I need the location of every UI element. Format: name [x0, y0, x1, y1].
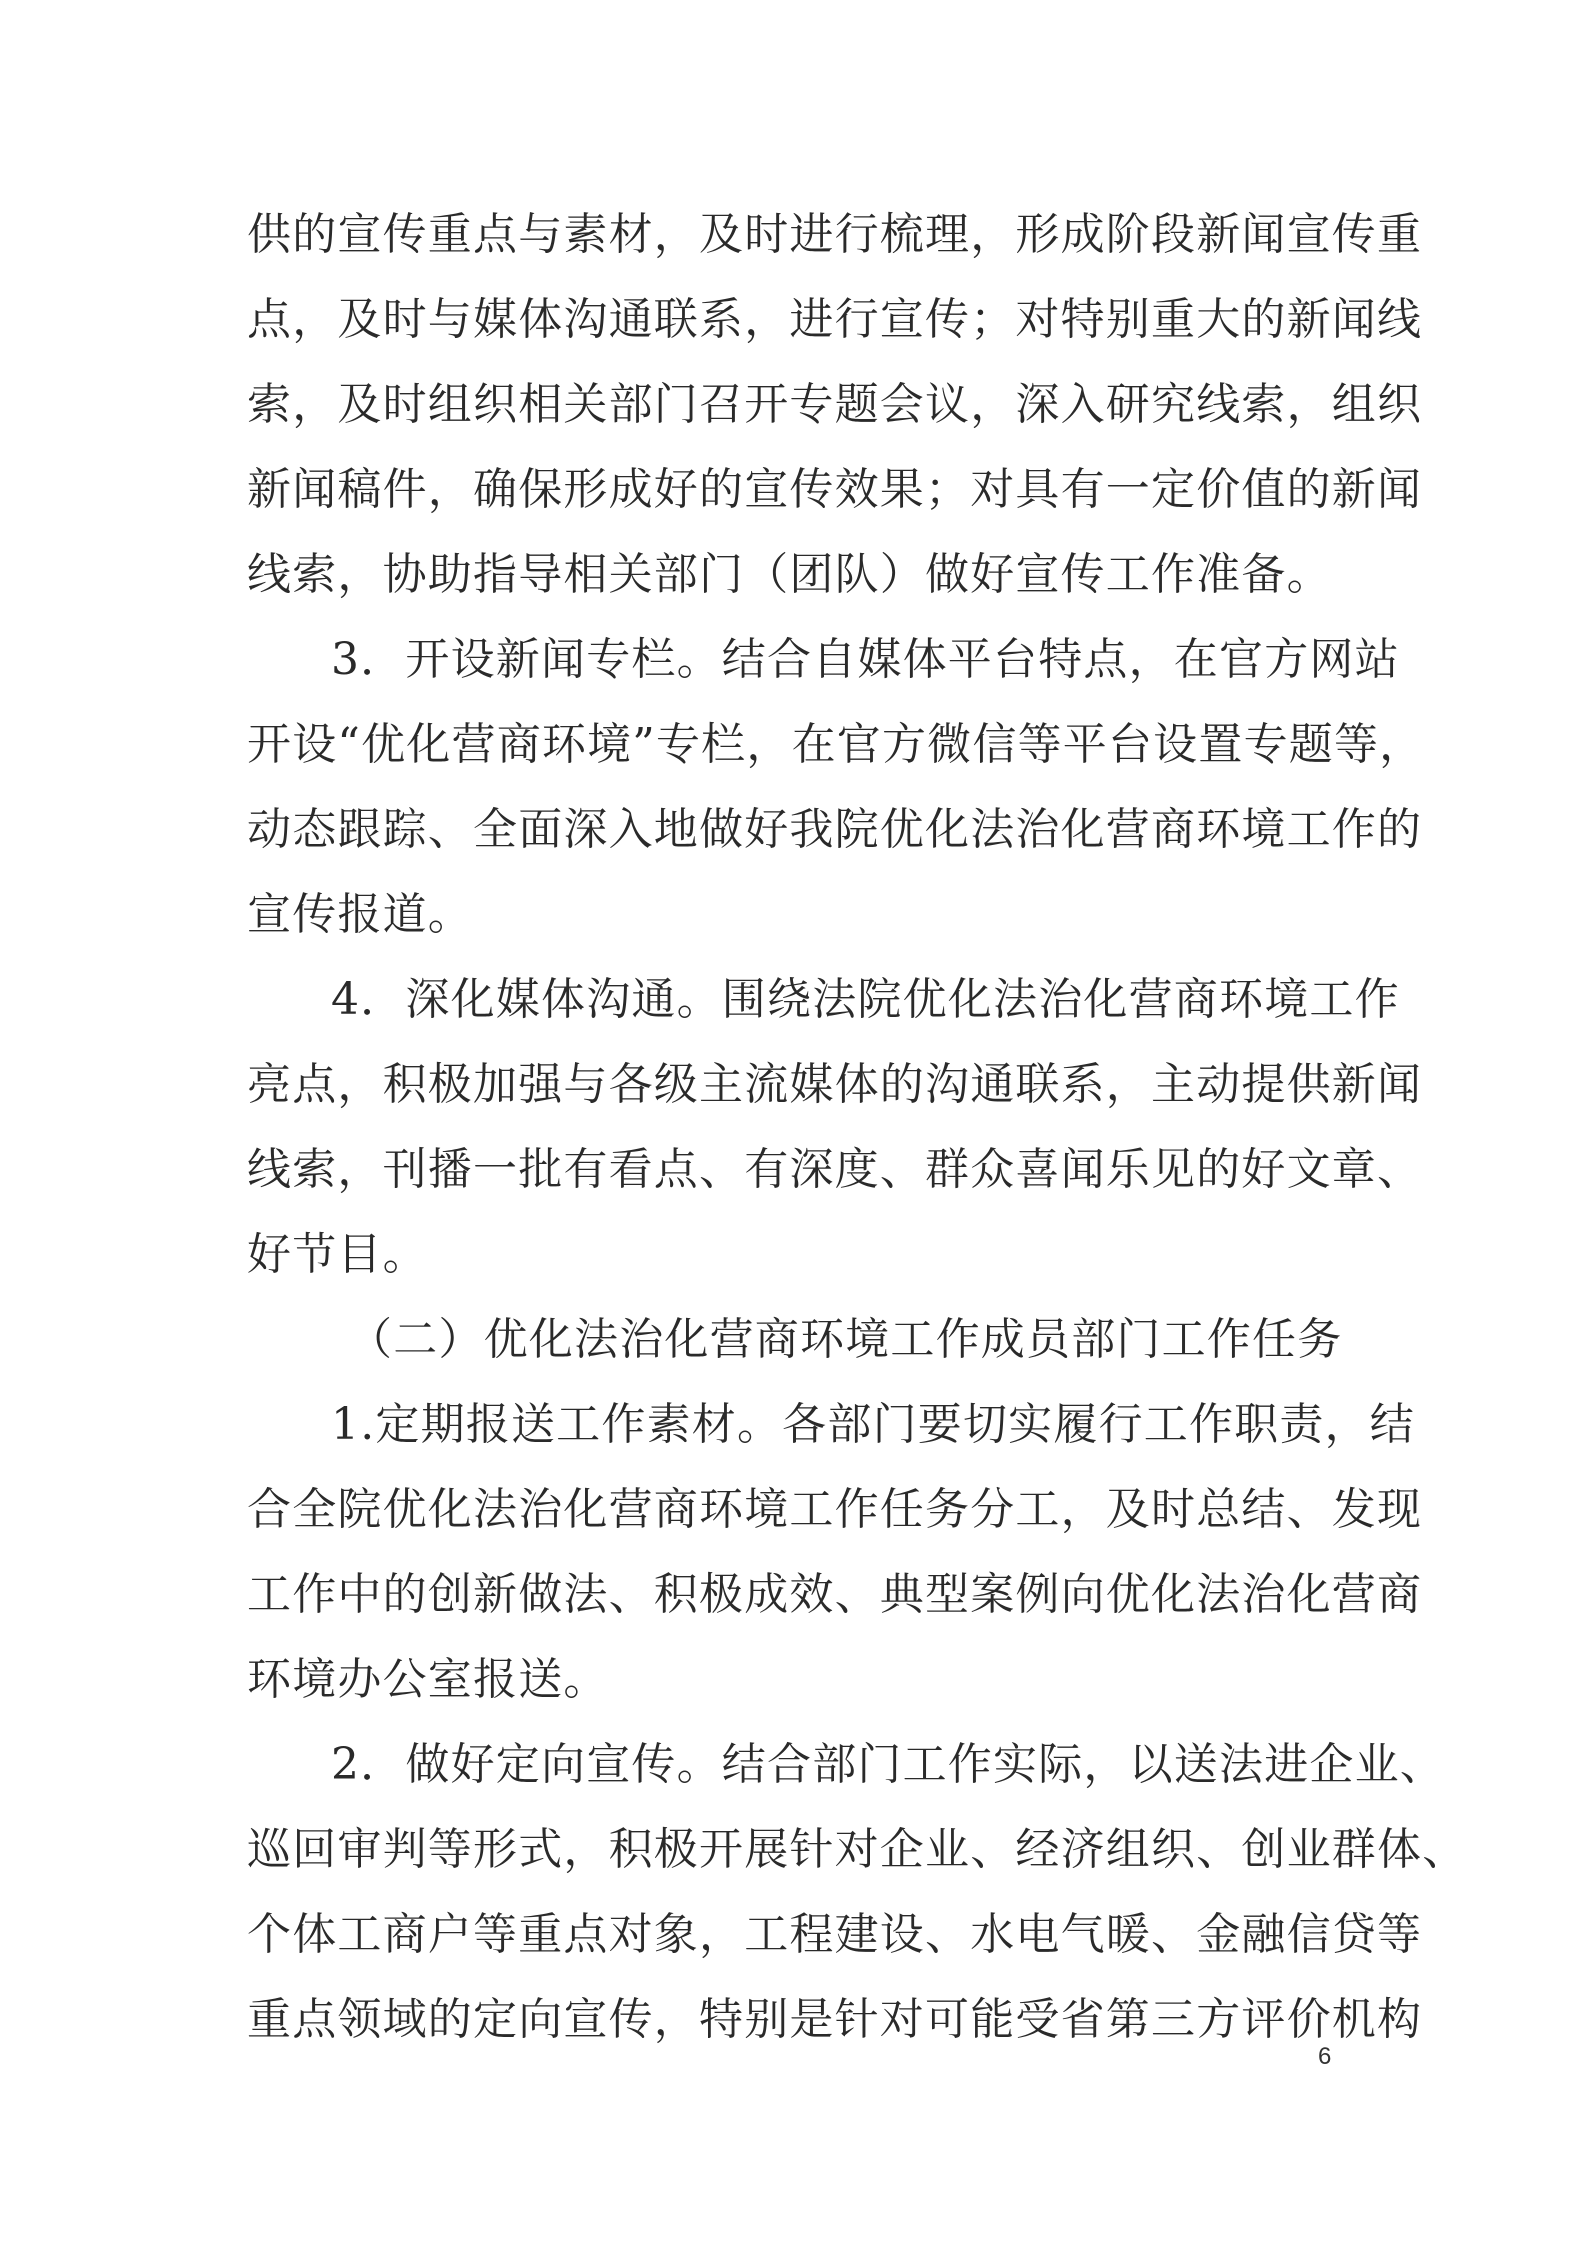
section-heading: （二）优化法治化营商环境工作成员部门工作任务 [348, 1314, 1343, 1365]
text-line: 环境办公室报送。 [247, 1654, 609, 1705]
text-line: 宣传报道。 [247, 889, 473, 940]
text-line: 工作中的创新做法、积极成效、典型案例向优化法治化营商 [247, 1569, 1423, 1620]
page-number: 6 [1318, 2043, 1332, 2070]
text-line: 巡回审判等形式，积极开展针对企业、经济组织、创业群体、 [247, 1824, 1468, 1875]
text-line: 1.定期报送工作素材。各部门要切实履行工作职责，结 [331, 1399, 1415, 1450]
text-line: 2．做好定向宣传。结合部门工作实际，以送法进企业、 [331, 1739, 1445, 1790]
text-line: 3．开设新闻专栏。结合自媒体平台特点，在官方网站 [331, 634, 1400, 685]
text-line: 索，及时组织相关部门召开专题会议，深入研究线索，组织 [247, 379, 1423, 430]
text-line: 新闻稿件，确保形成好的宣传效果；对具有一定价值的新闻 [247, 464, 1423, 515]
text-line: 动态跟踪、全面深入地做好我院优化法治化营商环境工作的 [247, 804, 1423, 855]
text-line: 亮点，积极加强与各级主流媒体的沟通联系，主动提供新闻 [247, 1059, 1423, 1110]
text-line: 点，及时与媒体沟通联系，进行宣传；对特别重大的新闻线 [247, 294, 1423, 345]
text-line: 重点领域的定向宣传，特别是针对可能受省第三方评价机构 [247, 1994, 1423, 2045]
text-line: 好节目。 [247, 1229, 428, 1280]
text-line: 开设“优化营商环境”专栏，在官方微信等平台设置专题等， [247, 719, 1425, 770]
text-line: 4．深化媒体沟通。围绕法院优化法治化营商环境工作 [331, 974, 1400, 1025]
text-line: 供的宣传重点与素材，及时进行梳理，形成阶段新闻宣传重 [247, 209, 1423, 260]
text-line: 线索，协助指导相关部门（团队）做好宣传工作准备。 [247, 549, 1332, 600]
text-line: 个体工商户等重点对象，工程建设、水电气暖、金融信贷等 [247, 1909, 1423, 1960]
text-line: 合全院优化法治化营商环境工作任务分工，及时总结、发现 [247, 1484, 1423, 1535]
text-line: 线索，刊播一批有看点、有深度、群众喜闻乐见的好文章、 [247, 1144, 1423, 1195]
